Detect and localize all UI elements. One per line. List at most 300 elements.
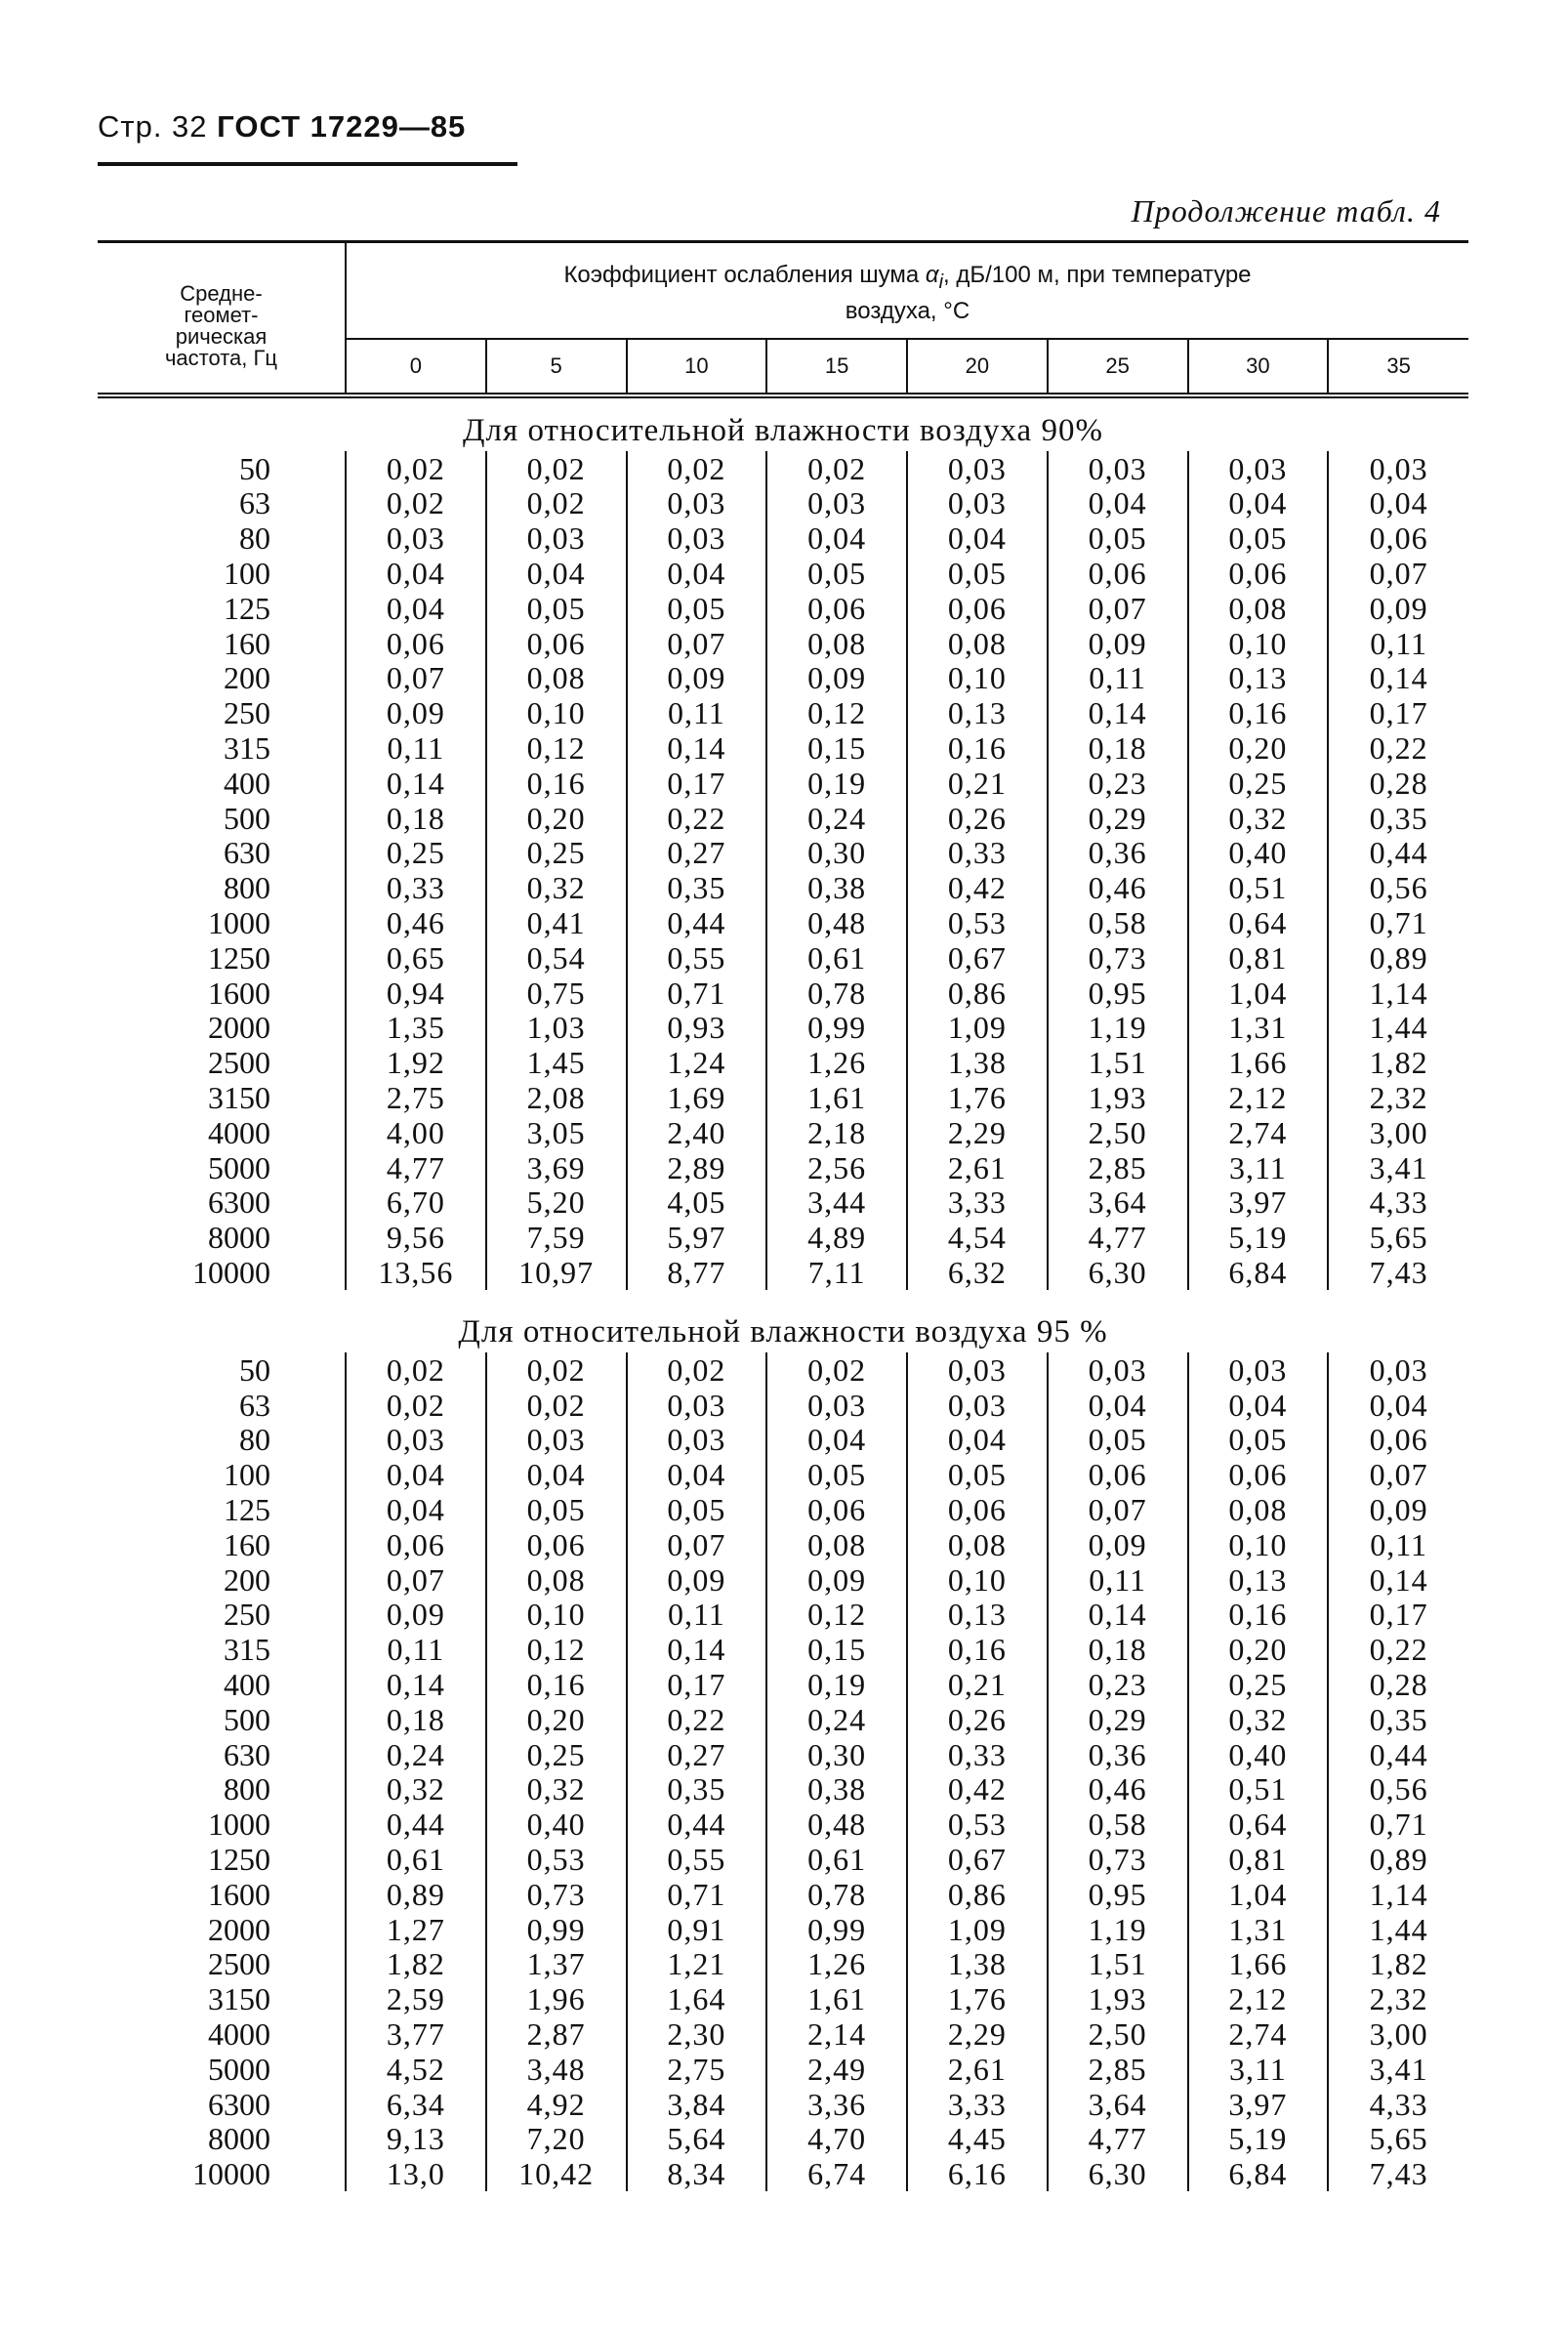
table-row bbox=[98, 1423, 1468, 1458]
table-row bbox=[98, 976, 1468, 1011]
coefficient-cell: 5,19 bbox=[1188, 1220, 1329, 1255]
coefficient-cell: 0,64 bbox=[1188, 1807, 1329, 1842]
coefficient-cell: 4,33 bbox=[1328, 1185, 1468, 1221]
coefficient-cell: 0,22 bbox=[1328, 1632, 1468, 1667]
coefficient-cell: 6,16 bbox=[907, 2156, 1048, 2191]
coefficient-cell: 9,56 bbox=[346, 1220, 486, 1255]
frequency-cell: 630 bbox=[224, 835, 270, 871]
coefficient-cell: 0,71 bbox=[627, 1877, 767, 1912]
coefficient-cell: 0,11 bbox=[1328, 626, 1468, 661]
frequency-cell: 50 bbox=[239, 450, 270, 486]
coefficient-cell: 0,03 bbox=[346, 520, 486, 556]
coefficient-cell: 1,82 bbox=[1328, 1045, 1468, 1080]
coefficient-cell: 0,58 bbox=[1048, 1807, 1188, 1842]
coefficient-cell: 3,97 bbox=[1188, 1185, 1329, 1221]
table-row bbox=[98, 1080, 1468, 1115]
frequency-cell: 500 bbox=[224, 1701, 270, 1737]
coefficient-cell: 3,00 bbox=[1328, 1115, 1468, 1150]
coefficient-cell: 1,45 bbox=[486, 1045, 627, 1080]
table-row bbox=[98, 940, 1468, 976]
coefficient-cell: 1,26 bbox=[766, 1946, 907, 1981]
coefficient-cell: 3,44 bbox=[766, 1185, 907, 1221]
coefficient-cell: 0,03 bbox=[486, 1423, 627, 1458]
coefficient-cell: 0,04 bbox=[627, 556, 767, 591]
coefficient-cell: 0,04 bbox=[1048, 486, 1188, 521]
temperature-header-cell: 10 bbox=[627, 339, 767, 395]
coefficient-cell: 0,04 bbox=[1188, 1388, 1329, 1423]
section-heading: Для относительной влажности воздуха 90% bbox=[463, 413, 1103, 449]
coefficient-cell: 0,11 bbox=[1048, 1562, 1188, 1598]
coefficient-cell: 0,30 bbox=[766, 1737, 907, 1772]
table-row bbox=[98, 451, 1468, 486]
coefficient-cell: 0,32 bbox=[1188, 801, 1329, 836]
coefficient-cell: 2,30 bbox=[627, 2016, 767, 2052]
coefficient-cell: 0,26 bbox=[907, 801, 1048, 836]
coefficient-cell: 0,10 bbox=[1188, 1527, 1329, 1562]
coefficient-cell: 0,05 bbox=[1048, 1423, 1188, 1458]
coefficient-cell: 4,77 bbox=[1048, 1220, 1188, 1255]
coefficient-cell: 1,96 bbox=[486, 1981, 627, 2016]
coefficient-cell: 0,19 bbox=[766, 766, 907, 801]
frequency-cell: 63 bbox=[239, 1387, 270, 1423]
coefficient-cell: 0,02 bbox=[486, 486, 627, 521]
table-row bbox=[98, 1598, 1468, 1633]
coefficient-cell: 0,02 bbox=[346, 451, 486, 486]
coefficient-cell: 0,38 bbox=[766, 870, 907, 905]
frequency-cell: 3150 bbox=[208, 1080, 270, 1116]
coefficient-cell: 0,25 bbox=[346, 836, 486, 871]
table-continuation-caption: Продолжение табл. 4 bbox=[1131, 193, 1441, 228]
coefficient-cell: 0,06 bbox=[1328, 1423, 1468, 1458]
table-row bbox=[98, 1115, 1468, 1150]
coefficient-cell: 0,46 bbox=[1048, 1771, 1188, 1807]
coefficient-cell: 9,13 bbox=[346, 2121, 486, 2156]
coefficient-cell: 0,20 bbox=[486, 1702, 627, 1737]
temperature-header-cell: 5 bbox=[486, 339, 627, 395]
coefficient-cell: 0,08 bbox=[486, 1562, 627, 1598]
coefficient-cell: 0,09 bbox=[346, 1598, 486, 1633]
coefficient-cell: 0,14 bbox=[1328, 661, 1468, 696]
frequency-cell: 400 bbox=[224, 765, 270, 801]
coefficient-cell: 3,69 bbox=[486, 1150, 627, 1185]
coefficient-cell: 0,71 bbox=[627, 976, 767, 1011]
coefficient-cell: 0,06 bbox=[766, 1492, 907, 1527]
frequency-cell: 3150 bbox=[208, 1981, 270, 2017]
frequency-cell: 4000 bbox=[208, 2015, 270, 2052]
coefficient-cell: 3,41 bbox=[1328, 2052, 1468, 2087]
table-row bbox=[98, 1388, 1468, 1423]
coefficient-cell: 0,20 bbox=[486, 801, 627, 836]
frequency-cell: 200 bbox=[224, 1561, 270, 1598]
coefficient-cell: 0,07 bbox=[346, 1562, 486, 1598]
coefficient-cell: 0,06 bbox=[907, 1492, 1048, 1527]
coefficient-cell: 0,44 bbox=[1328, 1737, 1468, 1772]
coefficient-cell: 0,02 bbox=[486, 1388, 627, 1423]
table-row bbox=[98, 730, 1468, 766]
coefficient-cell: 0,06 bbox=[1048, 1457, 1188, 1492]
coefficient-cell: 0,06 bbox=[486, 626, 627, 661]
coefficient-cell: 0,35 bbox=[627, 870, 767, 905]
coefficient-cell: 4,77 bbox=[1048, 2121, 1188, 2156]
table-row bbox=[98, 2052, 1468, 2087]
section-spacer bbox=[98, 1290, 1468, 1300]
coefficient-cell: 2,56 bbox=[766, 1150, 907, 1185]
coefficient-cell: 0,02 bbox=[766, 451, 907, 486]
coefficient-cell: 5,97 bbox=[627, 1220, 767, 1255]
coefficient-cell: 1,27 bbox=[346, 1912, 486, 1947]
coefficient-cell: 0,44 bbox=[1328, 836, 1468, 871]
coefficient-cell: 0,12 bbox=[486, 1632, 627, 1667]
coefficient-cell: 3,33 bbox=[907, 1185, 1048, 1221]
coefficient-cell: 3,33 bbox=[907, 2087, 1048, 2122]
coefficient-cell: 0,81 bbox=[1188, 940, 1329, 976]
coefficient-cell: 0,33 bbox=[907, 1737, 1048, 1772]
frequency-cell: 800 bbox=[224, 1771, 270, 1807]
coefficient-cell: 0,03 bbox=[907, 1388, 1048, 1423]
frequency-cell: 80 bbox=[239, 1422, 270, 1458]
coefficient-cell: 0,44 bbox=[627, 1807, 767, 1842]
coefficient-cell: 3,64 bbox=[1048, 2087, 1188, 2122]
coefficient-cell: 10,97 bbox=[486, 1255, 627, 1290]
coefficient-cell: 0,09 bbox=[627, 1562, 767, 1598]
coefficient-cell: 0,20 bbox=[1188, 730, 1329, 766]
coefficient-cell: 1,93 bbox=[1048, 1080, 1188, 1115]
coefficient-cell: 1,37 bbox=[486, 1946, 627, 1981]
coefficient-cell: 3,64 bbox=[1048, 1185, 1188, 1221]
coefficient-cell: 0,09 bbox=[1048, 626, 1188, 661]
coefficient-cell: 0,03 bbox=[627, 486, 767, 521]
frequency-cell: 4000 bbox=[208, 1114, 270, 1150]
coefficient-cell: 0,13 bbox=[907, 1598, 1048, 1633]
coefficient-cell: 0,10 bbox=[907, 1562, 1048, 1598]
frequency-cell: 1250 bbox=[208, 939, 270, 976]
coefficient-cell: 0,02 bbox=[486, 451, 627, 486]
coefficient-cell: 0,06 bbox=[1328, 520, 1468, 556]
coefficient-cell: 1,64 bbox=[627, 1981, 767, 2016]
coefficient-cell: 0,89 bbox=[1328, 1842, 1468, 1877]
coefficient-cell: 13,0 bbox=[346, 2156, 486, 2191]
table-row bbox=[98, 1150, 1468, 1185]
coefficient-cell: 0,05 bbox=[627, 591, 767, 626]
coefficient-cell: 1,38 bbox=[907, 1946, 1048, 1981]
table-row bbox=[98, 1807, 1468, 1842]
frequency-cell: 50 bbox=[239, 1351, 270, 1388]
table-row bbox=[98, 1667, 1468, 1702]
coefficient-cell: 1,04 bbox=[1188, 1877, 1329, 1912]
coefficient-cell: 0,25 bbox=[1188, 1667, 1329, 1702]
coefficient-cell: 0,11 bbox=[627, 695, 767, 730]
coefficient-cell: 0,53 bbox=[486, 1842, 627, 1877]
coefficient-cell: 1,93 bbox=[1048, 1981, 1188, 2016]
coefficient-cell: 0,14 bbox=[627, 730, 767, 766]
coefficient-cell: 1,24 bbox=[627, 1045, 767, 1080]
frequency-cell: 125 bbox=[224, 590, 270, 626]
coefficient-cell: 0,16 bbox=[907, 1632, 1048, 1667]
coefficient-cell: 0,19 bbox=[766, 1667, 907, 1702]
table-row bbox=[98, 1011, 1468, 1046]
coefficient-cell: 4,70 bbox=[766, 2121, 907, 2156]
coefficient-cell: 0,40 bbox=[1188, 1737, 1329, 1772]
frequency-cell: 500 bbox=[224, 800, 270, 836]
coefficient-cell: 0,54 bbox=[486, 940, 627, 976]
coefficient-cell: 0,33 bbox=[346, 870, 486, 905]
coefficient-cell: 0,04 bbox=[1048, 1388, 1188, 1423]
coefficient-cell: 2,59 bbox=[346, 1981, 486, 2016]
coefficient-cell: 0,46 bbox=[346, 905, 486, 940]
section-heading-row bbox=[98, 395, 1468, 451]
coefficient-cell: 0,36 bbox=[1048, 1737, 1188, 1772]
frequency-cell: 250 bbox=[224, 1597, 270, 1633]
coefficient-cell: 0,28 bbox=[1328, 1667, 1468, 1702]
coefficient-cell: 0,23 bbox=[1048, 1667, 1188, 1702]
coefficient-cell: 0,41 bbox=[486, 905, 627, 940]
coefficient-cell: 0,06 bbox=[1048, 556, 1188, 591]
table-row bbox=[98, 1842, 1468, 1877]
coefficient-cell: 0,07 bbox=[1328, 556, 1468, 591]
frequency-cell: 1600 bbox=[208, 1876, 270, 1912]
frequency-cell: 100 bbox=[224, 1457, 270, 1493]
coefficient-cell: 0,40 bbox=[1188, 836, 1329, 871]
coefficient-cell: 2,85 bbox=[1048, 1150, 1188, 1185]
coefficient-cell: 0,03 bbox=[1048, 451, 1188, 486]
coefficient-cell: 1,14 bbox=[1328, 976, 1468, 1011]
frequency-cell: 250 bbox=[224, 695, 270, 731]
coefficient-cell: 0,46 bbox=[1048, 870, 1188, 905]
coefficient-cell: 2,50 bbox=[1048, 1115, 1188, 1150]
coefficient-cell: 0,11 bbox=[1048, 661, 1188, 696]
coefficient-cell: 2,49 bbox=[766, 2052, 907, 2087]
coefficient-cell: 0,20 bbox=[1188, 1632, 1329, 1667]
coefficient-cell: 4,05 bbox=[627, 1185, 767, 1221]
coefficient-cell: 2,89 bbox=[627, 1150, 767, 1185]
frequency-cell: 63 bbox=[239, 485, 270, 521]
coefficient-cell: 1,31 bbox=[1188, 1912, 1329, 1947]
coefficient-cell: 1,35 bbox=[346, 1011, 486, 1046]
frequency-cell: 2500 bbox=[208, 1045, 270, 1081]
coefficient-cell: 0,04 bbox=[346, 1457, 486, 1492]
coefficient-cell: 1,82 bbox=[346, 1946, 486, 1981]
coefficient-cell: 0,56 bbox=[1328, 1771, 1468, 1807]
table-row bbox=[98, 1632, 1468, 1667]
coefficient-cell: 0,04 bbox=[907, 1423, 1048, 1458]
coefficient-cell: 0,99 bbox=[766, 1011, 907, 1046]
coefficient-cell: 1,51 bbox=[1048, 1946, 1188, 1981]
page-number: Стр. 32 bbox=[98, 109, 208, 144]
coefficient-cell: 0,22 bbox=[627, 801, 767, 836]
coefficient-cell: 0,02 bbox=[346, 1388, 486, 1423]
coefficient-cell: 0,32 bbox=[486, 870, 627, 905]
section-heading-row bbox=[98, 1300, 1468, 1352]
frequency-cell: 8000 bbox=[208, 2121, 270, 2157]
coefficient-cell: 0,09 bbox=[346, 695, 486, 730]
coefficient-cell: 0,21 bbox=[907, 766, 1048, 801]
coefficient-cell: 0,99 bbox=[486, 1912, 627, 1947]
temperature-header-cell: 35 bbox=[1328, 339, 1468, 395]
coefficient-cell: 7,43 bbox=[1328, 1255, 1468, 1290]
coefficient-cell: 0,61 bbox=[346, 1842, 486, 1877]
coefficient-cell: 0,29 bbox=[1048, 1702, 1188, 1737]
coefficient-cell: 0,03 bbox=[627, 1388, 767, 1423]
coefficient-cell: 0,75 bbox=[486, 976, 627, 1011]
coefficient-cell: 0,02 bbox=[346, 1352, 486, 1388]
coefficient-cell: 0,18 bbox=[1048, 1632, 1188, 1667]
coefficient-cell: 0,12 bbox=[766, 695, 907, 730]
frequency-cell: 8000 bbox=[208, 1220, 270, 1256]
coefficient-cell: 3,41 bbox=[1328, 1150, 1468, 1185]
coefficient-cell: 0,03 bbox=[1048, 1352, 1188, 1388]
coefficient-cell: 2,14 bbox=[766, 2016, 907, 2052]
coefficient-cell: 0,55 bbox=[627, 940, 767, 976]
coefficient-cell: 5,20 bbox=[486, 1185, 627, 1221]
coefficient-cell: 0,04 bbox=[766, 1423, 907, 1458]
coefficient-cell: 0,89 bbox=[1328, 940, 1468, 976]
coefficient-cell: 0,06 bbox=[486, 1527, 627, 1562]
table-row bbox=[98, 2121, 1468, 2156]
coefficient-cell: 6,84 bbox=[1188, 1255, 1329, 1290]
coefficient-cell: 0,73 bbox=[1048, 1842, 1188, 1877]
coefficient-cell: 1,19 bbox=[1048, 1912, 1188, 1947]
coefficient-cell: 0,53 bbox=[907, 1807, 1048, 1842]
coefficient-cell: 0,10 bbox=[1188, 626, 1329, 661]
attenuation-table bbox=[98, 240, 1468, 2191]
coefficient-cell: 0,58 bbox=[1048, 905, 1188, 940]
coefficient-cell: 0,91 bbox=[627, 1912, 767, 1947]
coefficient-cell: 0,27 bbox=[627, 1737, 767, 1772]
coefficient-cell: 3,00 bbox=[1328, 2016, 1468, 2052]
coefficient-cell: 7,43 bbox=[1328, 2156, 1468, 2191]
coefficient-cell: 0,94 bbox=[346, 976, 486, 1011]
coefficient-cell: 0,06 bbox=[346, 1527, 486, 1562]
coefficient-cell: 0,42 bbox=[907, 1771, 1048, 1807]
coefficient-cell: 0,03 bbox=[627, 520, 767, 556]
coefficient-cell: 0,61 bbox=[766, 940, 907, 976]
temperature-header-cell: 0 bbox=[346, 339, 486, 395]
coefficient-cell: 0,05 bbox=[766, 1457, 907, 1492]
coefficient-cell: 0,22 bbox=[1328, 730, 1468, 766]
coefficient-cell: 0,24 bbox=[766, 1702, 907, 1737]
coefficient-cell: 0,03 bbox=[907, 451, 1048, 486]
coefficient-cell: 6,30 bbox=[1048, 2156, 1188, 2191]
coefficient-cell: 5,65 bbox=[1328, 1220, 1468, 1255]
coefficient-cell: 8,34 bbox=[627, 2156, 767, 2191]
coefficient-cell: 0,06 bbox=[346, 626, 486, 661]
coefficient-cell: 0,08 bbox=[1188, 1492, 1329, 1527]
table-row bbox=[98, 1352, 1468, 1388]
coefficient-cell: 0,03 bbox=[766, 486, 907, 521]
coefficient-cell: 13,56 bbox=[346, 1255, 486, 1290]
coefficient-cell: 0,25 bbox=[1188, 766, 1329, 801]
coefficient-cell: 0,28 bbox=[1328, 766, 1468, 801]
coefficient-cell: 0,33 bbox=[907, 836, 1048, 871]
frequency-cell: 2500 bbox=[208, 1946, 270, 1982]
coefficient-cell: 0,35 bbox=[627, 1771, 767, 1807]
coefficient-cell: 2,50 bbox=[1048, 2016, 1188, 2052]
coefficient-cell: 2,87 bbox=[486, 2016, 627, 2052]
coefficient-cell: 0,64 bbox=[1188, 905, 1329, 940]
coefficient-cell: 2,61 bbox=[907, 1150, 1048, 1185]
frequency-cell: 10000 bbox=[192, 1255, 270, 1291]
coefficient-cell: 0,06 bbox=[907, 591, 1048, 626]
coefficient-cell: 0,55 bbox=[627, 1842, 767, 1877]
frequency-cell: 5000 bbox=[208, 2051, 270, 2087]
section-spacer-cell bbox=[98, 1290, 1468, 1300]
coefficient-cell: 1,38 bbox=[907, 1045, 1048, 1080]
coefficient-cell: 4,89 bbox=[766, 1220, 907, 1255]
coefficient-cell: 0,04 bbox=[907, 520, 1048, 556]
coefficient-cell: 0,86 bbox=[907, 976, 1048, 1011]
coefficient-cell: 0,32 bbox=[1188, 1702, 1329, 1737]
coefficient-cell: 6,84 bbox=[1188, 2156, 1329, 2191]
coefficient-cell: 0,03 bbox=[1188, 1352, 1329, 1388]
coefficient-cell: 0,09 bbox=[1328, 591, 1468, 626]
frequency-cell: 5000 bbox=[208, 1149, 270, 1185]
coefficient-cell: 1,04 bbox=[1188, 976, 1329, 1011]
coefficient-cell: 3,05 bbox=[486, 1115, 627, 1150]
coefficient-cell: 0,48 bbox=[766, 905, 907, 940]
coefficient-cell: 0,67 bbox=[907, 1842, 1048, 1877]
coefficient-cell: 3,11 bbox=[1188, 1150, 1329, 1185]
coefficient-cell: 0,65 bbox=[346, 940, 486, 976]
coefficient-cell: 0,36 bbox=[1048, 836, 1188, 871]
coefficient-cell: 0,02 bbox=[486, 1352, 627, 1388]
coefficient-cell: 0,78 bbox=[766, 976, 907, 1011]
coefficient-cell: 0,12 bbox=[486, 730, 627, 766]
coefficient-cell: 4,45 bbox=[907, 2121, 1048, 2156]
coefficient-cell: 2,08 bbox=[486, 1080, 627, 1115]
coefficient-cell: 0,03 bbox=[766, 1388, 907, 1423]
coefficient-cell: 8,77 bbox=[627, 1255, 767, 1290]
table-row bbox=[98, 1457, 1468, 1492]
page-header bbox=[98, 109, 466, 145]
coefficient-cell: 0,04 bbox=[1328, 486, 1468, 521]
coefficient-cell: 3,97 bbox=[1188, 2087, 1329, 2122]
coefficient-cell: 0,02 bbox=[627, 451, 767, 486]
table-body bbox=[98, 395, 1468, 2191]
coefficient-cell: 0,35 bbox=[1328, 801, 1468, 836]
coefficient-cell: 0,06 bbox=[1188, 1457, 1329, 1492]
coefficient-cell: 0,04 bbox=[1188, 486, 1329, 521]
frequency-cell: 200 bbox=[224, 660, 270, 696]
coefficient-cell: 0,08 bbox=[766, 626, 907, 661]
coefficient-cell: 0,32 bbox=[346, 1771, 486, 1807]
coefficient-cell: 2,32 bbox=[1328, 1981, 1468, 2016]
table-row bbox=[98, 836, 1468, 871]
coefficient-cell: 0,89 bbox=[346, 1877, 486, 1912]
coefficient-cell: 2,32 bbox=[1328, 1080, 1468, 1115]
coefficient-cell: 2,74 bbox=[1188, 2016, 1329, 2052]
coefficient-cell: 3,36 bbox=[766, 2087, 907, 2122]
coefficient-cell: 2,75 bbox=[627, 2052, 767, 2087]
coefficient-cell: 0,05 bbox=[486, 591, 627, 626]
table-row bbox=[98, 2016, 1468, 2052]
coefficient-cell: 0,11 bbox=[346, 730, 486, 766]
table-row bbox=[98, 1702, 1468, 1737]
table-row bbox=[98, 1527, 1468, 1562]
temperature-header-cell: 15 bbox=[766, 339, 907, 395]
coefficient-cell: 0,11 bbox=[627, 1598, 767, 1633]
frequency-cell: 125 bbox=[224, 1492, 270, 1527]
coefficient-cell: 0,11 bbox=[346, 1632, 486, 1667]
frequency-cell: 400 bbox=[224, 1666, 270, 1702]
coefficient-cell: 0,11 bbox=[1328, 1527, 1468, 1562]
table-row bbox=[98, 520, 1468, 556]
coefficient-cell: 6,70 bbox=[346, 1185, 486, 1221]
coefficient-cell: 2,40 bbox=[627, 1115, 767, 1150]
coefficient-cell: 0,05 bbox=[907, 1457, 1048, 1492]
coefficient-cell: 3,11 bbox=[1188, 2052, 1329, 2087]
coefficient-cell: 0,07 bbox=[1048, 591, 1188, 626]
table-row bbox=[98, 801, 1468, 836]
